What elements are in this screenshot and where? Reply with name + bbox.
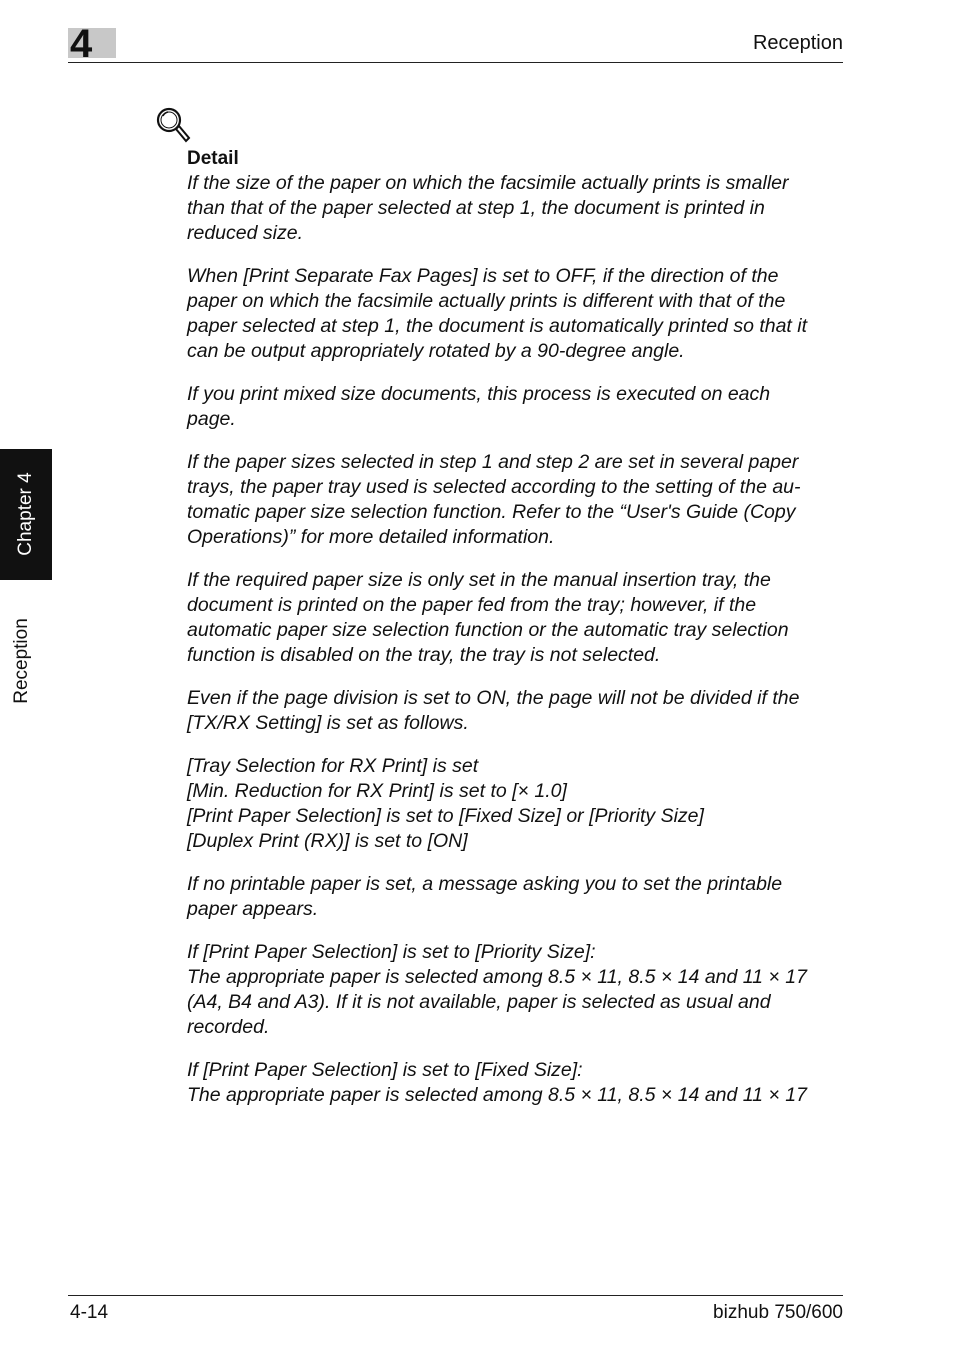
paragraph-line: Operations)” for more detailed information. bbox=[187, 526, 555, 548]
header-section-title: Reception bbox=[752, 32, 843, 54]
paragraph-line: If no printable paper is set, a message asking you to set the printable bbox=[187, 873, 783, 895]
paragraph-line: function is disabled on the tray, the tray is not selected. bbox=[187, 644, 661, 666]
paragraph-line: If the size of the paper on which the facsimile actually prints is smaller bbox=[187, 172, 789, 194]
paragraph-line: The appropriate paper is selected among 8.5 × 11, 8.5 × 14 and 11 × 17 bbox=[187, 966, 807, 988]
paragraph-line: document is printed on the paper fed from the tray; however, if the bbox=[187, 594, 757, 616]
paragraph-line: [Min. Reduction for RX Print] is set to [× 1.0] bbox=[187, 780, 567, 802]
paragraph-line: If the required paper size is only set in the manual insertion tray, the bbox=[187, 569, 771, 591]
paragraph-line: If [Print Paper Selection] is set to [Priority Size]: bbox=[187, 941, 596, 963]
footer-product-name: bizhub 750/600 bbox=[713, 1302, 843, 1323]
chapter-number: 4 bbox=[70, 22, 93, 66]
side-section-label: Reception bbox=[11, 618, 32, 704]
detail-paragraph bbox=[187, 382, 847, 432]
paragraph-line: trays, the paper tray used is selected according to the setting of the au- bbox=[187, 476, 801, 498]
paragraph-line: can be output appropriately rotated by a 90-degree angle. bbox=[187, 340, 685, 362]
paragraph-line: than that of the paper selected at step 1, the document is printed in bbox=[187, 197, 765, 219]
paragraph-line: tomatic paper size selection function. Refer to the “User's Guide (Copy bbox=[187, 501, 796, 523]
detail-paragraphs bbox=[187, 171, 847, 1108]
detail-label: Detail bbox=[187, 148, 239, 169]
paragraph-line: [Print Paper Selection] is set to [Fixed Size] or [Priority Size] bbox=[187, 805, 704, 827]
header-divider bbox=[68, 62, 843, 63]
paragraph-line: If you print mixed size documents, this process is executed on each bbox=[187, 383, 771, 405]
paragraph-line: [Duplex Print (RX)] is set to [ON] bbox=[187, 830, 468, 852]
detail-paragraph bbox=[187, 568, 847, 668]
paragraph-line: If [Print Paper Selection] is set to [Fixed Size]: bbox=[187, 1059, 583, 1081]
paragraph-line: reduced size. bbox=[187, 222, 303, 244]
paragraph-line: If the paper sizes selected in step 1 and step 2 are set in several paper bbox=[187, 451, 799, 473]
detail-paragraph bbox=[187, 940, 847, 1040]
detail-paragraph bbox=[187, 171, 847, 246]
detail-section bbox=[187, 146, 847, 1126]
paragraph-line: (A4, B4 and A3). If it is not available, paper is selected as usual and bbox=[187, 991, 771, 1013]
footer-divider bbox=[68, 1295, 843, 1296]
detail-paragraph bbox=[187, 264, 847, 364]
paragraph-line: paper selected at step 1, the document is automatically printed so that it bbox=[187, 315, 808, 337]
detail-paragraph bbox=[187, 754, 847, 854]
paragraph-line: Even if the page division is set to ON, the page will not be divided if the bbox=[187, 687, 800, 709]
paragraph-line: recorded. bbox=[187, 1016, 270, 1038]
paragraph-line: When [Print Separate Fax Pages] is set to OFF, if the direction of the bbox=[187, 265, 779, 287]
detail-paragraph bbox=[187, 450, 847, 550]
side-chapter-label: Chapter 4 bbox=[15, 472, 36, 556]
detail-paragraph bbox=[187, 872, 847, 922]
paragraph-line: automatic paper size selection function or the automatic tray selection bbox=[187, 619, 789, 641]
detail-paragraph bbox=[187, 1058, 847, 1108]
paragraph-line: [Tray Selection for RX Print] is set bbox=[187, 755, 479, 777]
paragraph-line: paper appears. bbox=[187, 898, 319, 920]
paragraph-line: paper on which the facsimile actually prints is different with that of the bbox=[187, 290, 786, 312]
paragraph-line: page. bbox=[187, 408, 236, 430]
magnifier-icon bbox=[155, 106, 191, 146]
paragraph-line: The appropriate paper is selected among 8.5 × 11, 8.5 × 14 and 11 × 17 bbox=[187, 1084, 807, 1106]
paragraph-line: [TX/RX Setting] is set as follows. bbox=[187, 712, 469, 734]
footer-page-number: 4-14 bbox=[70, 1302, 109, 1323]
detail-paragraph bbox=[187, 686, 847, 736]
